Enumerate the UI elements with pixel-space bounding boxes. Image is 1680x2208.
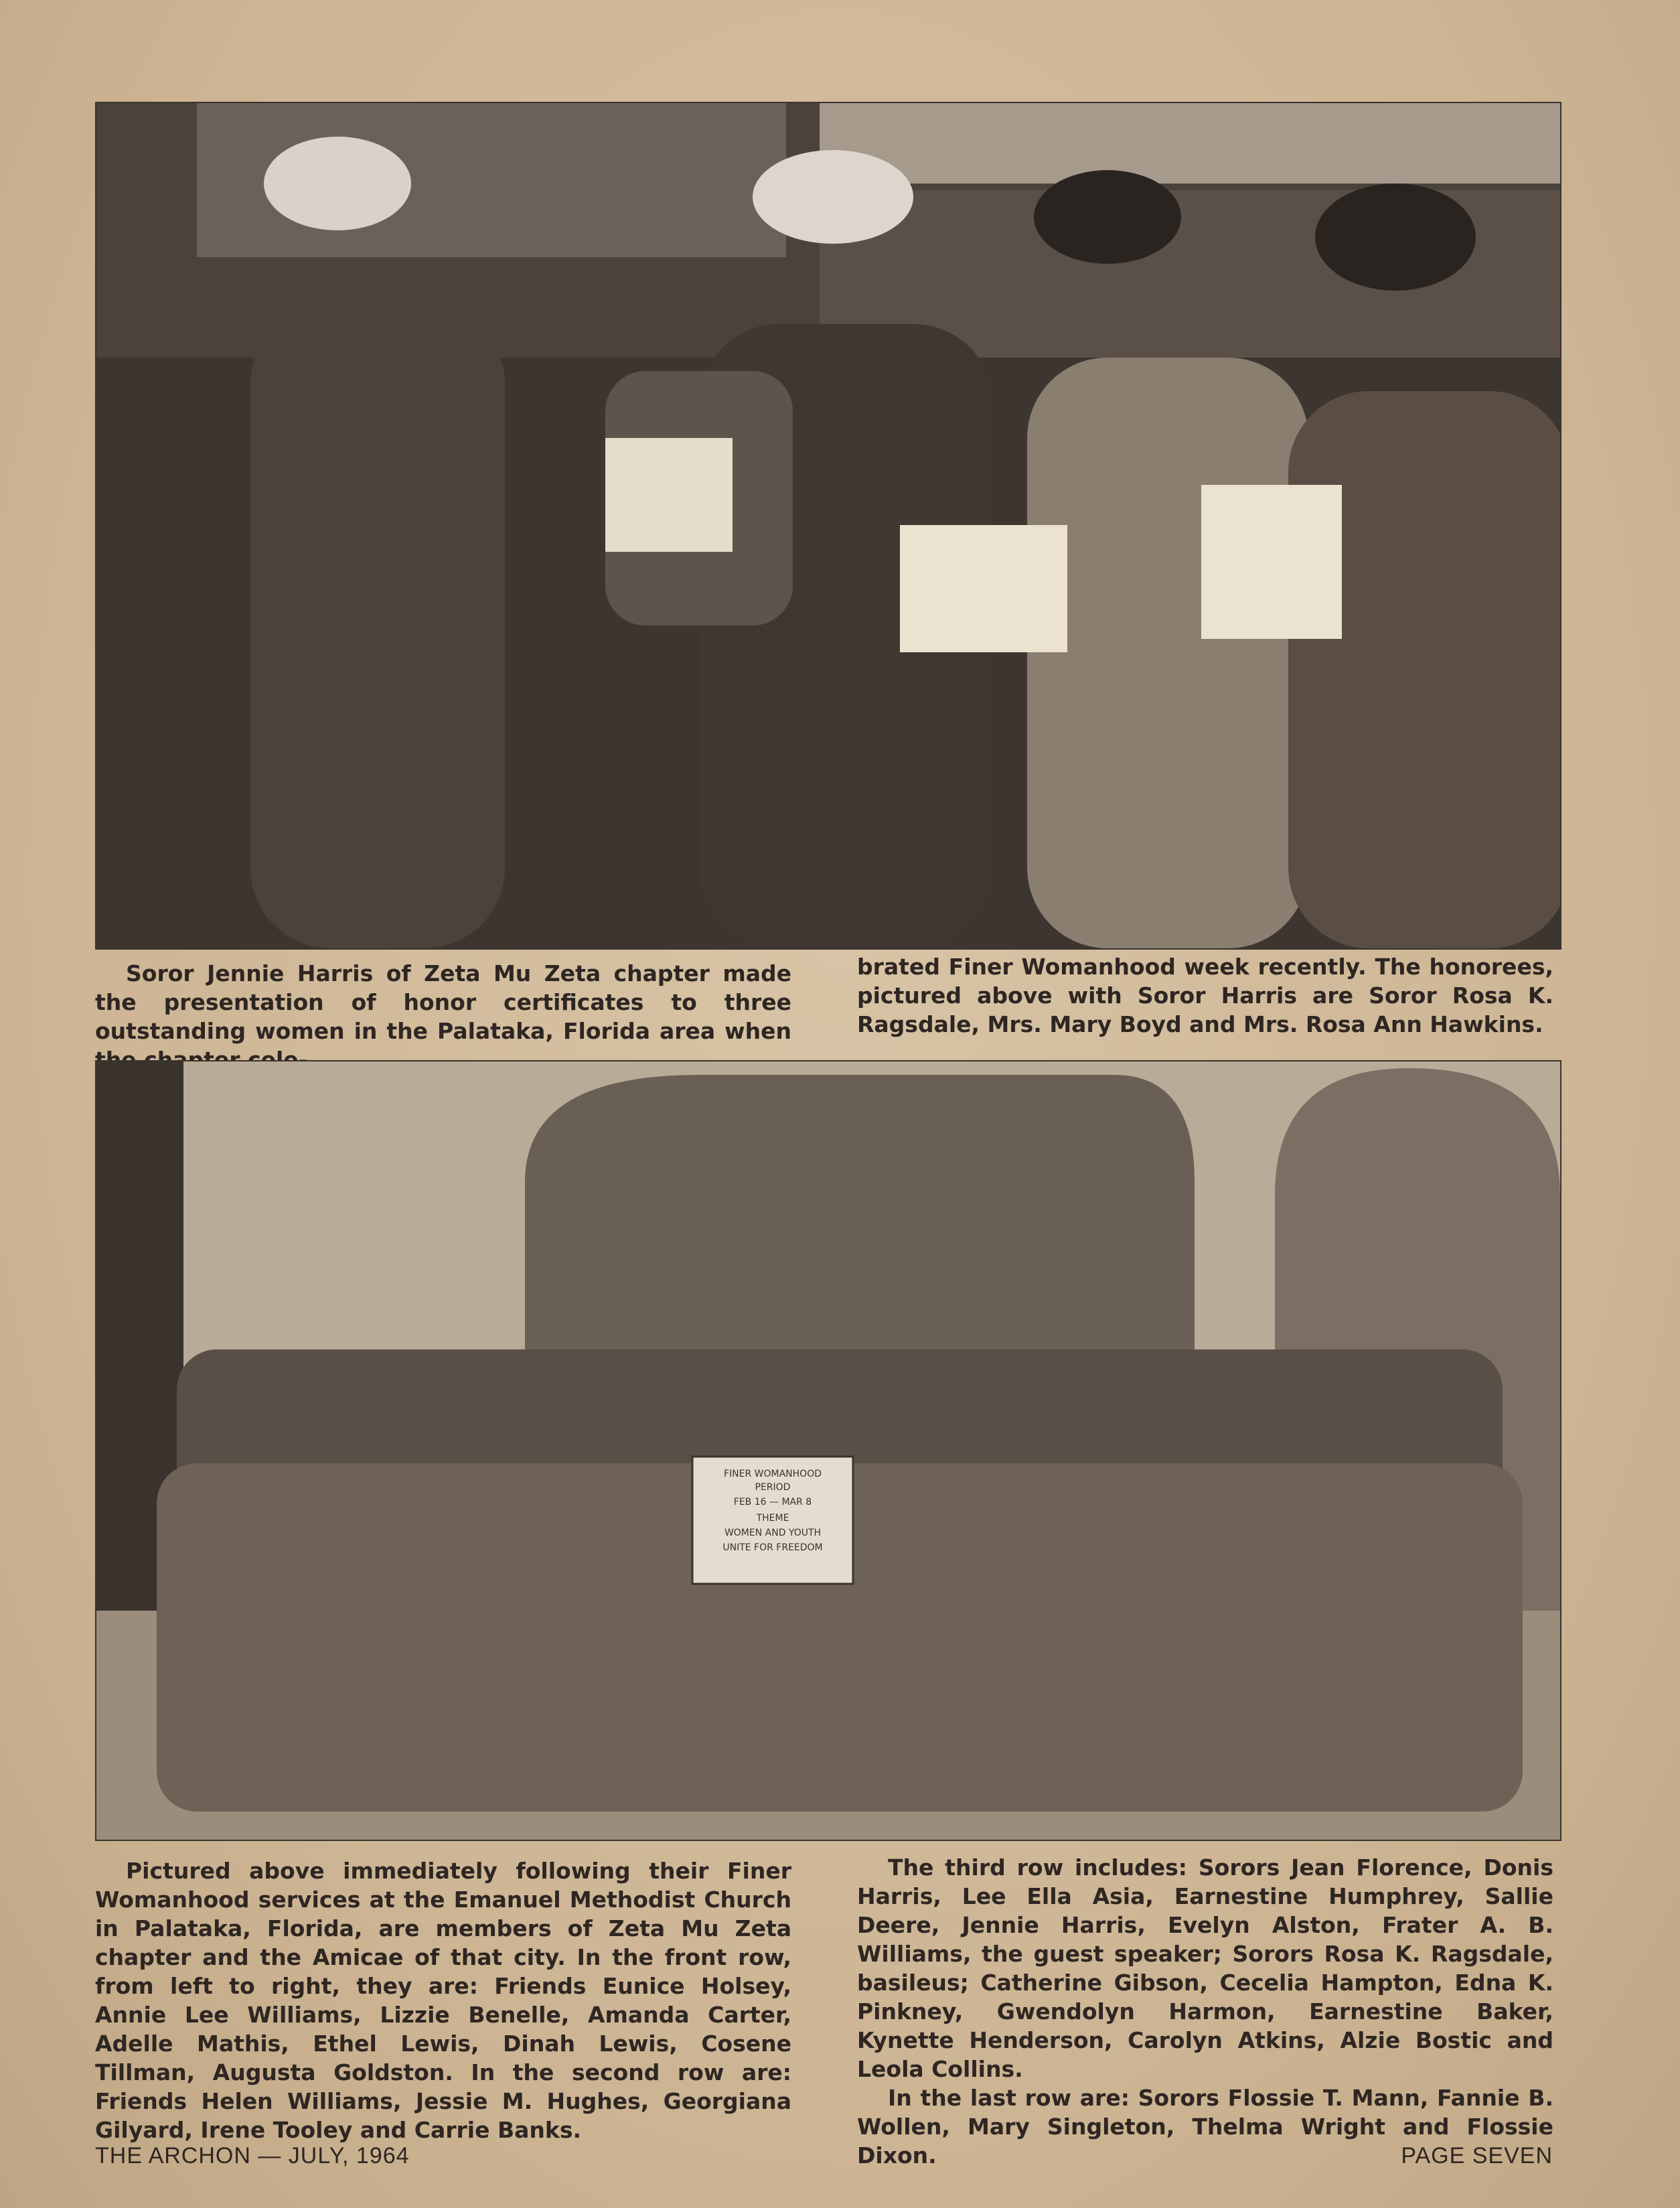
- caption-1-right-text: brated Finer Womanhood week recently. The honorees, pictured above with Soror Harris are Soror Rosa K. Ragsdale, Mrs. Mary Boyd and Mrs. Rosa Ann Hawkins.: [857, 954, 1553, 1037]
- caption-2-right: [857, 1853, 1553, 2170]
- caption-2-right-p2: In the last row are: Sorors Flossie T. Mann, Fannie B. Wollen, Mary Singleton, Thelma Wright and Flossie Dixon.: [857, 2085, 1553, 2168]
- sign-line-4: THEME: [756, 1513, 789, 1524]
- caption-2-right-p1: The third row includes: Sorors Jean Florence, Donis Harris, Lee Ella Asia, Earnestine Humphrey, Sallie Deere, Jennie Harris, Evelyn Alston, Frater A. B. Williams, the guest speaker; Sorors Rosa K. Ragsdale, basileus; Catherine Gibson, Cecelia Hampton, Edna K. Pinkney, Gwendolyn Harmon, Earnestine Baker, Kynette Henderson, Carolyn Atkins, Alzie Bostic and Leola Collins.: [857, 1854, 1553, 2082]
- award-presentation-photo: [95, 102, 1561, 950]
- group-photo: [95, 1060, 1561, 1841]
- caption-2-left: [95, 1856, 791, 2144]
- caption-1-left: [95, 959, 791, 1074]
- footer-page-number: PAGE SEVEN: [1401, 2143, 1553, 2168]
- sign-line-5: WOMEN AND YOUTH: [724, 1528, 822, 1538]
- caption-1-right: [857, 952, 1553, 1039]
- sign-line-6: UNITE FOR FREEDOM: [722, 1542, 823, 1553]
- caption-1-left-text: Soror Jennie Harris of Zeta Mu Zeta chapter made the presentation of honor certificates to three outstanding women in the Palataka, Florida area when: [95, 960, 791, 1044]
- caption-2-left-text: Pictured above immediately following their Finer Womanhood services at the Emanuel Methodist Church in Palataka, Florida, are members of Zeta Mu Zeta chapter and the Amicae of that city. In the front row, from left to right, they are: Friends Eunice Holsey, Annie Lee Williams, Lizzie Benelle, Amanda Carter, Adelle Mathis, Ethel Lewis, Dinah Lewis, Cosene Tillman, Augusta Goldston. In the second row are: Friends Helen Williams, Jessie M. Hughes, Georgiana Gilyard, Irene Tooley and Carrie Banks.: [95, 1858, 791, 2143]
- footer-publication: THE ARCHON — JULY, 1964: [95, 2143, 410, 2168]
- sign-line-2: PERIOD: [755, 1482, 791, 1493]
- sign-line-3: FEB 16 — MAR 8: [733, 1497, 812, 1507]
- sign-line-1: FINER WOMANHOOD: [723, 1469, 822, 1479]
